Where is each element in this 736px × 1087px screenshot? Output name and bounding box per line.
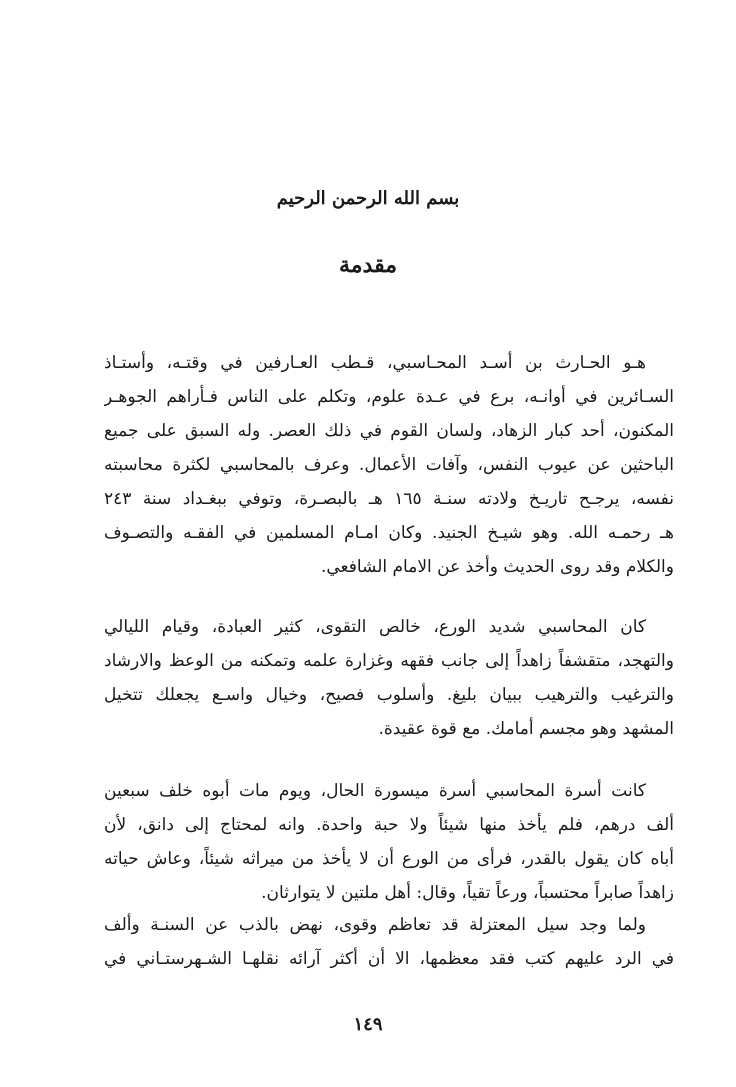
basmala: بسم الله الرحمن الرحيم [276,188,460,209]
text-line: أباه كان يقول بالقدر، فرأى من الورع أن لا يأخذ من ميراثه شيئاً، وعاش حياته [104,849,674,869]
paragraph-4 [104,908,674,976]
paragraph-3 [104,774,674,910]
page-number: ١٤٩ [353,1014,383,1035]
text-line: كان المحاسبي شديد الورع، خالص التقوى، كثير العبادة، وقيام الليالي [104,617,646,637]
text-line: السـائرين في أوانـه، برع في عـدة علوم، وتكلم على الناس فـأراهم الجوهـر [104,387,674,407]
paragraph-1 [104,346,674,584]
text-line: نفسه، يرجـح تاريـخ ولادته سنـة ١٦٥ هـ بالبصـرة، وتوفي ببغـداد سنة ٢٤٣ [104,489,674,509]
text-line: في الرد عليهم كتب فقد معظمها، الا أن أكثر آرائه نقلهـا الشـهرستـاني في [104,949,674,969]
text-line: والترغيب والترهيب ببيان بليغ. وأسلوب فصيح، وخيال واسـع يجعلك تتخيل [104,685,674,705]
text-line: والتهجد، متقشفاً زاهداً إلى جانب فقهه وغزارة علمه وتمكنه من الوعظ والارشاد [104,651,674,671]
paragraph-2 [104,610,674,746]
text-line: المكنون، أحد كبار الزهاد، ولسان القوم في ذلك العصر. وله السبق على جميع [104,421,674,441]
text-line: هـو الحـارث بن أسـد المحـاسبي، قـطب العـارفين في وقتـه، وأستـاذ [104,353,646,373]
text-line: والكلام وقد روى الحديث وأخذ عن الامام الشافعي. [320,557,674,577]
text-line: ولما وجد سيل المعتزلة قد تعاظم وقوى، نهض بالذب عن السنـة وألف [104,915,646,935]
page-heading: مقدمة [338,252,398,278]
text-line: المشهد وهو مجسم أمامك. مع قوة عقيدة. [378,719,674,739]
text-line: زاهداً صابراً محتسباً، ورعاً تقياً، وقال: أهل ملتين لا يتوارثان. [261,883,674,903]
text-line: ألف درهم، فلم يأخذ منها شيئاً ولا حبة واحدة. وانه لمحتاج إلى دانق، لأن [104,815,674,835]
text-line: هـ رحمـه الله. وهو شيـخ الجنيد. وكان امـام المسلمين في الفقـه والتصـوف [104,523,674,543]
text-line: الباحثين عن عيوب النفس، وآفات الأعمال. وعرف بالمحاسبي لكثرة محاسبته [104,455,674,475]
text-line: كانت أسرة المحاسبي أسرة ميسورة الحال، ويوم مات أبوه خلف سبعين [104,781,646,801]
